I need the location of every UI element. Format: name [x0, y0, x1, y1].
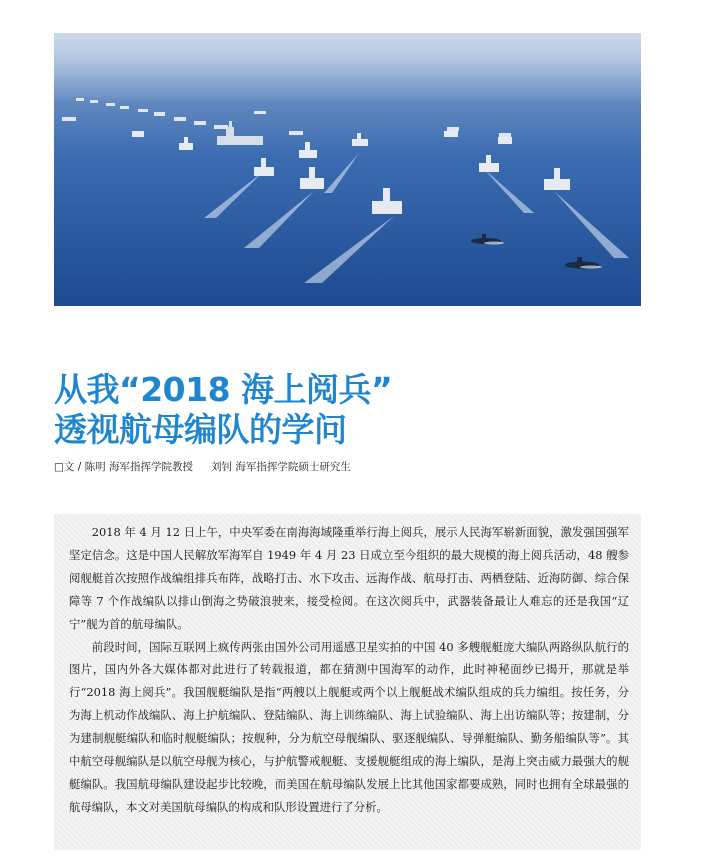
naval-fleet-photo	[54, 33, 641, 306]
article-body	[69, 521, 629, 819]
article-title	[54, 370, 654, 450]
title-line-1: 从我“2018 海上阅兵”	[54, 370, 393, 409]
title-line-2: 透视航母编队的学问	[54, 410, 347, 449]
byline	[54, 459, 351, 474]
fleet-photo-illustration	[54, 33, 641, 306]
byline-author-2: 刘钊 海军指挥学院硕士研究生	[210, 461, 351, 473]
paragraph-1: 2018 年 4 月 12 日上午，中央军委在南海海域隆重举行海上阅兵，展示人民海军崭新面貌，激发强国强军坚定信念。这是中国人民解放军海军自 1949 年 4 月 23 日成立至今组织的最大规模的海上阅兵活动，48 艘参阅舰艇首次按照作战编组排兵布阵，战略打击、水下攻击、远海作战、航母打击、两栖登陆、近海防御、综合保障等 7 个作战编队以排山倒海之势破浪驶来，接受检阅。在这次阅兵中，武器装备最让人难忘的还是我国“辽宁”舰为首的航母编队。	[69, 525, 629, 631]
byline-author-1: □文 / 陈明 海军指挥学院教授	[54, 461, 193, 473]
paragraph-2: 前段时间，国际互联网上疯传两张由国外公司用遥感卫星实拍的中国 40 多艘舰艇庞大编队两路纵队航行的图片，国内外各大媒体都对此进行了转载报道，都在猜测中国海军的动作，此时神秘面纱已揭开，那就是举行“2018 海上阅兵”。我国舰艇编队是指“两艘以上舰艇或两个以上舰艇战术编队组成的兵力编组。按任务，分为海上机动作战编队、海上护航编队、登陆编队、海上训练编队、海上试验编队、海上出访编队等；按建制，分为建制舰艇编队和临时舰艇编队；按舰种，分为航空母舰编队、驱逐舰编队、导弹艇编队、勤务船编队等”。其中航空母舰编队是以航空母舰为核心，与护航警戒舰艇、支援舰艇组成的海上编队，是海上突击威力最强大的舰艇编队。我国航母编队建设起步比较晚，而美国在航母编队发展上比其他国家都要成熟，同时也拥有全球最强的航母编队，本文对美国航母编队的构成和队形设置进行了分析。	[69, 639, 629, 814]
